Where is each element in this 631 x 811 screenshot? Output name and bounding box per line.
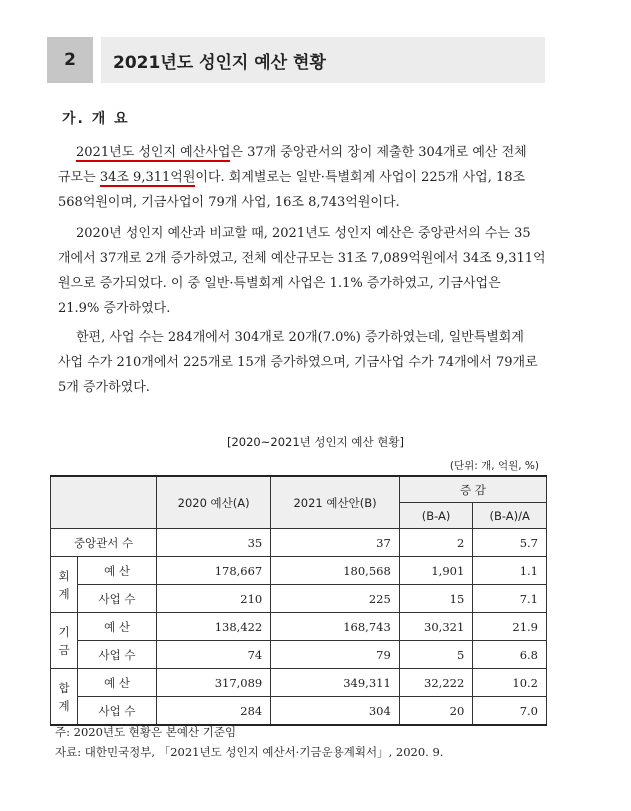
- header-ratio: (B-A)/A: [473, 503, 547, 529]
- header-diff: (B-A): [399, 503, 473, 529]
- underlined-phrase: 2021년도 성인지 예산사업: [76, 145, 231, 160]
- table-source: 자료: 대한민국정부, 「2021년도 성인지 예산서·기금운용계획서」, 2020. 9.: [55, 745, 444, 759]
- table-footnote: 주: 2020년도 현황은 본예산 기준임: [55, 725, 237, 739]
- table-unit: (단위: 개, 억원, %): [449, 460, 539, 472]
- group-total: 합 계: [51, 669, 78, 726]
- group-account: 회 계: [51, 557, 78, 613]
- header-blank: [51, 476, 157, 529]
- underlined-amount: 34조 9,311억원: [99, 170, 196, 185]
- table-row: 사업 수 284 304 20 7.0: [51, 697, 547, 726]
- overview-paragraph-2: 2020년 성인지 예산과 비교할 때, 2021년도 성인지 예산은 중앙관서의 수는 35 개에서 37개로 2개 증가하였고, 전체 예산규모는 31조 7,089억원에서 34조 9,311억 원으로 증가되었다. 이 중 일반·특별회계 사업은 1.1% 증가하였고, 기금사업은 21.9% 증가하였다.: [58, 226, 546, 316]
- table-row: 합 계 예 산 317,089 349,311 32,222 10.2: [51, 669, 547, 697]
- table-row: 기 금 예 산 138,422 168,743 30,321 21.9: [51, 613, 547, 641]
- group-fund: 기 금: [51, 613, 78, 669]
- header-2020: 2020 예산(A): [157, 476, 271, 529]
- overview-paragraph-3: 한편, 사업 수는 284개에서 304개로 20개(7.0%) 증가하였는데, 일반특별회계 사업 수가 210개에서 225개로 15개 증가하였으며, 기금사업 수가 74개에서 79개로 5개 증가하였다.: [58, 330, 538, 395]
- section-header: [47, 37, 545, 83]
- table-row: 중앙관서 수 35 37 2 5.7: [51, 529, 547, 557]
- header-2021: 2021 예산안(B): [271, 476, 400, 529]
- section-heading: 2021년도 성인지 예산 현황: [101, 37, 545, 83]
- table-notes: [55, 722, 443, 762]
- subsection-title: 가. 개 요: [62, 111, 130, 127]
- header-change: 증 감: [399, 476, 546, 503]
- table-caption: [2020~2021년 성인지 예산 현황]: [227, 435, 404, 449]
- table-row: 사업 수 74 79 5 6.8: [51, 641, 547, 669]
- section-number: 2: [47, 37, 93, 83]
- table-row: 회 계 예 산 178,667 180,568 1,901 1.1: [51, 557, 547, 585]
- overview-paragraph-1: 2021년도 성인지 예산사업은 37개 중앙관서의 장이 제출한 304개로 예산 전체 규모는 34조 9,311억원이다. 회계별로는 일반·특별회계 사업이 225개 사업, 18조 568억원이며, 기금사업이 79개 사업, 16조 8,743억원이다.: [58, 145, 527, 210]
- table-row: 사업 수 210 225 15 7.1: [51, 585, 547, 613]
- budget-table: [50, 475, 547, 726]
